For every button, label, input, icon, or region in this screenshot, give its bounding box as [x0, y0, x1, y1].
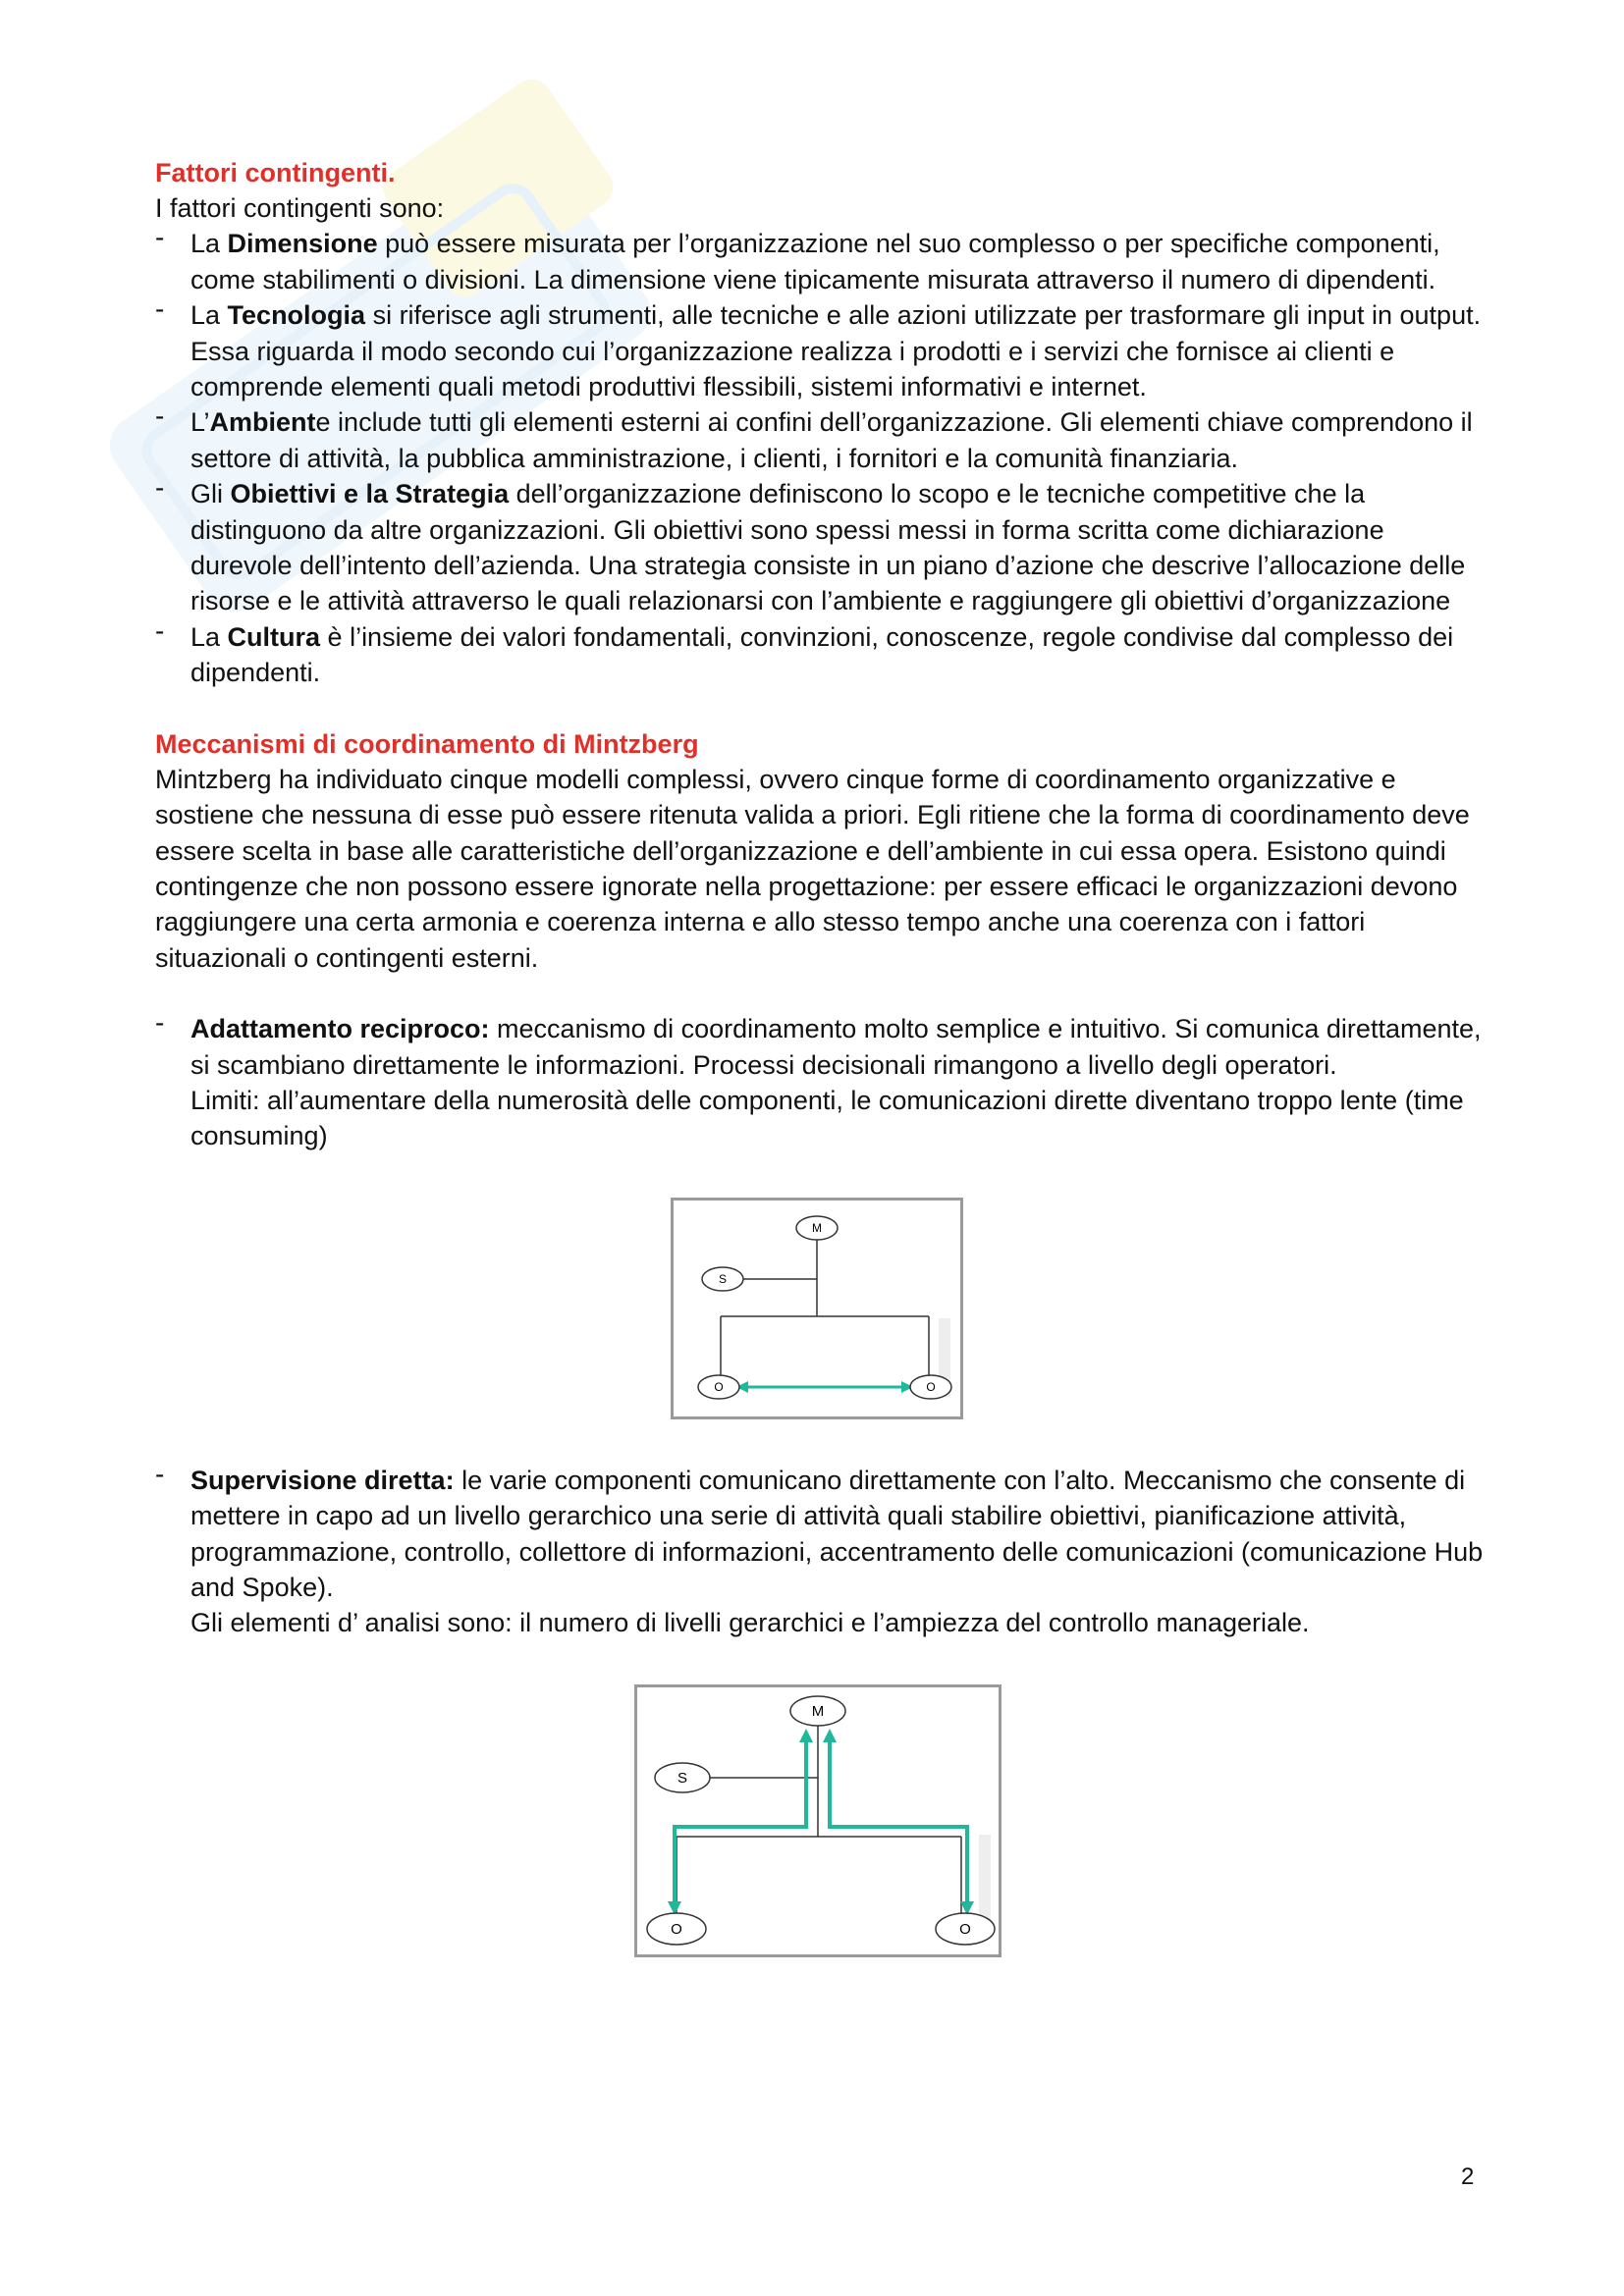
node-label-s: S [677, 1769, 688, 1787]
section-title-fattori: Fattori contingenti. [155, 158, 396, 187]
list-item: - La Dimensione può essere misurata per l’organizzazione nel suo complesso o per specifiche componenti, come stabilimenti o divisioni. La dimensione viene tipicamente misurata attraverso il numero di dipendenti. [155, 226, 1490, 297]
diagram-direct-supervision [634, 1684, 1001, 1957]
diagram-svg [674, 1201, 960, 1416]
node-label-o: O [671, 1920, 682, 1938]
node-label-m: M [811, 1702, 825, 1720]
mechanism-list-1 [155, 1011, 1490, 1154]
mintzberg-paragraph: Mintzberg ha individuato cinque modelli complessi, ovvero cinque forme di coordinamento organizzative e sostiene che nessuna di esse può essere ritenuta valida a priori. Egli ritiene che la forma di coordinamento deve essere scelta in base alle caratteristiche dell’organizzazione e dell’ambiente in cui essa opera. Esistono quindi contingenze che non possono essere ignorate nella progettazione: per essere efficaci le organizzazioni devono raggiungere una certa armonia e coerenza interna e allo stesso tempo anche una coerenza con i fattori situazionali o contingenti esterni. [155, 764, 1470, 973]
list-item: - Supervisione diretta: le varie componenti comunicano direttamente con l’alto. Meccanismo che consente di mettere in capo ad un livello gerarchico una serie di attività quali stabilire obiettivi, pianificazione attività, programmazione, controllo, collettore di informazioni, accentramento delle comunicazioni (comunicazione Hub and Spoke). Gli elementi d’ analisi sono: il numero di livelli gerarchici e l’ampiezza del controllo manageriale. [155, 1463, 1490, 1641]
diagram-svg [637, 1687, 999, 1954]
node-label-o: O [714, 1379, 724, 1394]
node-label-s: S [718, 1271, 728, 1286]
limits-text: Limiti: all’aumentare della numerosità delle componenti, le comunicazioni dirette diventano troppo lente (time consuming) [190, 1085, 1464, 1151]
node-label-m: M [812, 1220, 822, 1235]
list-item: - L’Ambiente include tutti gli elementi esterni ai confini dell’organizzazione. Gli elementi chiave comprendono il settore di attività, la pubblica amministrazione, i clienti, i fornitori e la comunità finanziaria. [155, 404, 1490, 476]
list-item: - La Cultura è l’insieme dei valori fondamentali, convinzioni, conoscenze, regole condivise dal complesso dei dipendenti. [155, 619, 1490, 691]
section-title-mintzberg: Meccanismi di coordinamento di Mintzberg [155, 728, 699, 759]
list-item: - Adattamento reciproco: meccanismo di coordinamento molto semplice e intuitivo. Si comunica direttamente, si scambiano direttamente le informazioni. Processi decisionali rimangono a livello degli operatori. Limiti: all’aumentare della numerosità delle componenti, le comunicazioni dirette diventano troppo lente (time consuming) [155, 1011, 1490, 1154]
diagram-mutual-adjustment [671, 1198, 963, 1419]
section-intro: I fattori contingenti sono: [155, 193, 445, 223]
analysis-text: Gli elementi d’ analisi sono: il numero di livelli gerarchici e l’ampiezza del controllo manageriale. [190, 1608, 1310, 1638]
list-item: - La Tecnologia si riferisce agli strumenti, alle tecniche e alle azioni utilizzate per trasformare gli input in output. Essa riguarda il modo secondo cui l’organizzazione realizza i prodotti e i servizi che fornisce ai clienti e comprende elementi quali metodi produttivi flessibili, sistemi informativi e internet. [155, 297, 1490, 404]
node-label-o: O [926, 1379, 936, 1394]
page-content [155, 155, 1490, 1957]
factors-list [155, 226, 1490, 690]
list-item: - Gli Obiettivi e la Strategia dell’organizzazione definiscono lo scopo e le tecniche competitive che la distinguono da altre organizzazioni. Gli obiettivi sono spessi messi in forma scritta come dichiarazione durevole dell’intento dell’azienda. Una strategia consiste in un piano d’azione che descrive l’allocazione delle risorse e le attività attraverso le quali relazionarsi con l’ambiente e raggiungere gli obiettivi d’organizzazione [155, 476, 1490, 619]
mechanism-list-2 [155, 1463, 1490, 1641]
page-number: 2 [1461, 2163, 1475, 2190]
node-label-o: O [959, 1920, 971, 1938]
